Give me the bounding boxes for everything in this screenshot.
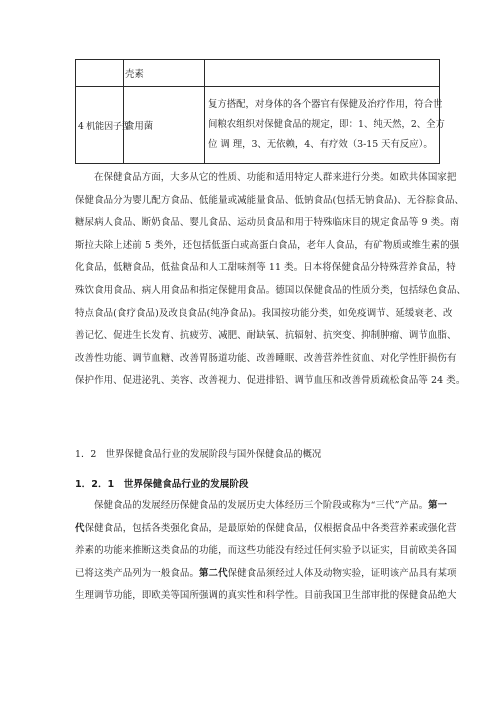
development-stages-paragraph: [75, 495, 457, 608]
table-row: [76, 60, 440, 87]
table-cell-category: 4 机能因子型: [76, 87, 124, 164]
functional-food-table: [75, 59, 445, 164]
description-line: 复方搭配，对身体的各个器官有保健及治疗作用，符合世: [208, 99, 443, 110]
section-heading: 1．2 世界保健食品行业的发展阶段与国外保健食品的概况: [75, 449, 322, 460]
subsection-heading: 1．2．1 世界保健食品行业的发展阶段: [75, 479, 249, 490]
paragraph-text: 保健食品须经过人体及动物实验，证明该产品具有某项: [227, 567, 457, 579]
paragraph-text: 已将这类产品列为一般食品。: [75, 567, 199, 579]
paragraph-line: 保健食品分为婴儿配方食品、低能量或减能量食品、低钠食品(包括无钠食品)、无谷腙食品、: [75, 194, 465, 206]
table-cell-description: [205, 60, 440, 87]
paragraph-line: 特点食品(食疗食品)及改良食品(纯净食品)。我国按功能分类，如免疫调节、延缓衰老、改: [75, 307, 453, 319]
paragraph-line: 殊饮食用食品、病人用食品和指定保健用食品。德国以保健食品的性质分类，包括绿色食品、: [75, 284, 467, 296]
paragraph-text: 保健食品的发展经历保健食品的发展历史大体经历三个阶段或称为“三代”产品。: [94, 500, 429, 511]
paragraph-line: 生理调节功能，即欧美等国所强调的真实性和科学性。目前我国卫生部审批的保健食品绝大: [75, 590, 457, 602]
paragraph-line: [75, 563, 457, 586]
paragraph-line: 善记忆、促进生长发育、抗疲劳、减肥、耐缺氧、抗辐射、抗突变、抑制肿瘤、调节血脂、: [75, 330, 457, 342]
bold-term: 第二代: [199, 567, 228, 579]
table-cell-source: 壳素: [124, 60, 205, 87]
paragraph-line: 养素的功能来推断这类食品的功能，而这些功能没有经过任何实验予以证实，目前欧美各国: [75, 545, 457, 557]
paragraph-line: 在保健食品方面，大多从它的性质、功能和适用特定人群来进行分类。如欧共体国家把: [94, 172, 457, 183]
description-line: 间粮农组织对保健食品的规定，即：1、纯天然，2、全方: [208, 119, 445, 130]
table-row: [76, 87, 440, 164]
bold-term: 代: [75, 522, 85, 534]
paragraph-line: [75, 518, 457, 541]
paragraph-text: 保健食品，包括各类强化食品，是最原始的保健食品，仅根据食品中各类营养素或强化营: [84, 522, 457, 534]
paragraph-line: 化食品，低糖食品，低盐食品和人工甜味剂等 11 类。日本将保健食品分特殊营养食品，特: [75, 262, 456, 274]
paragraph-line: 保护作用、促进泌乳、美容、改善视力、促进排铅、调节血压和改善骨质疏松食品等 24 类。: [75, 375, 466, 387]
paragraph-line: 糖尿病人食品、断奶食品、婴儿食品、运动员食品和用于特殊临床目的规定食品等 9 类。南: [75, 217, 460, 229]
description-line: 位 调 理，3、无依赖，4、有疗效（3-15 天有反应）。: [208, 139, 433, 150]
paragraph-line: [75, 495, 448, 518]
paragraph-line: 斯拉夫除上述前 5 类外，还包括低蛋白或高蛋白食品，老年人食品，有矿物质或维生素的强: [75, 239, 460, 251]
table-cell-source: 食用菌: [124, 87, 205, 164]
bold-term: 第一: [428, 500, 448, 511]
classification-paragraph: [75, 167, 467, 393]
table-cell-description: [205, 87, 445, 164]
paragraph-line: 改善性功能、调节血糖、改善胃肠道功能、改善睡眠、改善营养性贫血、对化学性肝损伤有: [75, 352, 457, 364]
table-cell-category: [76, 60, 124, 87]
